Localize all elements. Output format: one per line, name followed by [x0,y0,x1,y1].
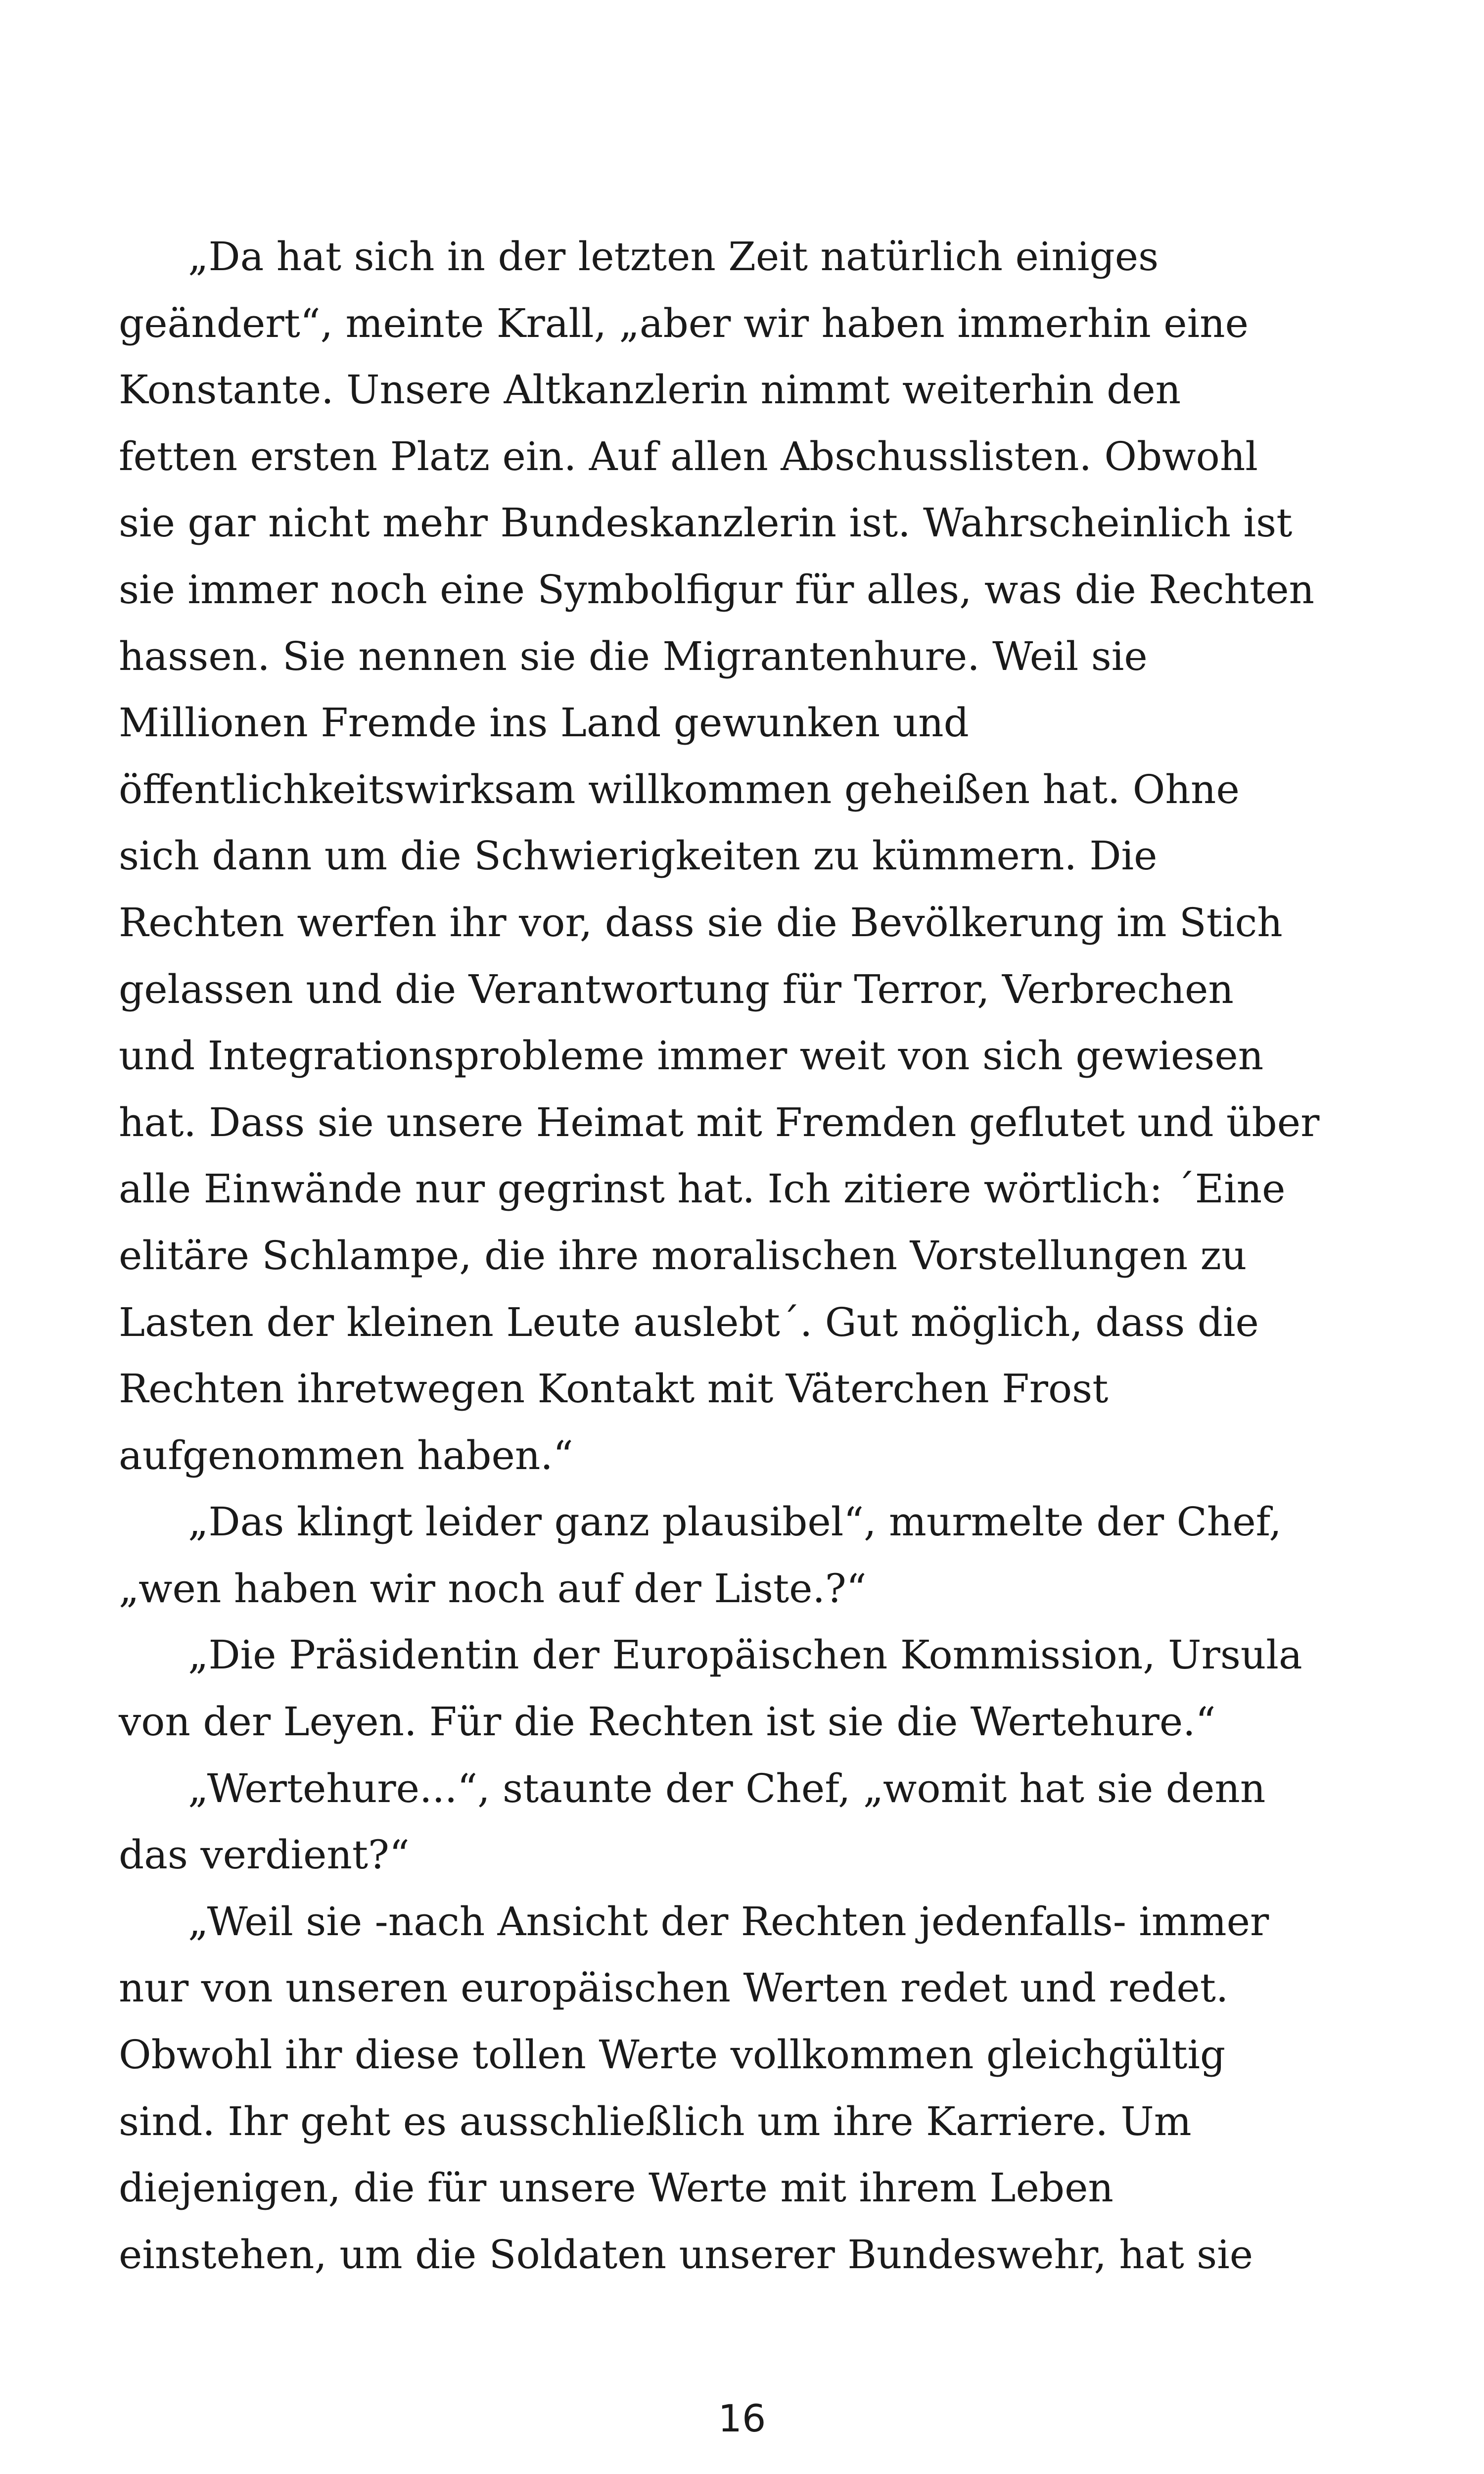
text-line: sind. Ihr geht es ausschließlich um ihre Karriere. Um [119,2098,1192,2144]
text-line: sie immer noch eine Symbolfigur für alles, was die Rechten [119,566,1315,613]
text-line: „Da hat sich in der letzten Zeit natürlich einiges [188,234,1159,280]
text-line: einstehen, um die Soldaten unserer Bundeswehr, hat sie [119,2231,1253,2278]
text-line: „Die Präsidentin der Europäischen Kommission, Ursula [188,1632,1302,1678]
page-number: 16 [718,2396,766,2440]
text-line: Lasten der kleinen Leute auslebt´. Gut möglich, dass die [119,1299,1259,1345]
text-line: „wen haben wir noch auf der Liste.?“ [119,1565,867,1612]
text-line: sich dann um die Schwierigkeiten zu kümmern. Die [119,833,1158,879]
text-line: Rechten werfen ihr vor, dass sie die Bevölkerung im Stich [119,899,1283,946]
text-line: alle Einwände nur gegrinst hat. Ich zitiere wörtlich: ´Eine [119,1166,1286,1212]
text-line: „Weil sie -nach Ansicht der Rechten jedenfalls- immer [188,1898,1269,1945]
text-line: Konstante. Unsere Altkanzlerin nimmt weiterhin den [119,367,1181,413]
text-line: gelassen und die Verantwortung für Terror, Verbrechen [119,966,1234,1012]
text-line: Obwohl ihr diese tollen Werte vollkommen gleichgültig [119,2032,1226,2078]
text-line: fetten ersten Platz ein. Auf allen Abschusslisten. Obwohl [119,433,1258,479]
text-line: und Integrationsprobleme immer weit von sich gewiesen [119,1033,1264,1079]
text-line: „Wertehure...“, staunte der Chef, „womit hat sie denn [188,1765,1266,1811]
text-line: Rechten ihretwegen Kontakt mit Väterchen Frost [119,1366,1109,1412]
text-line: Millionen Fremde ins Land gewunken und [119,700,969,746]
text-line: hat. Dass sie unsere Heimat mit Fremden geflutet und über [119,1099,1320,1145]
text-line: diejenigen, die für unsere Werte mit ihrem Leben [119,2165,1113,2211]
text-line: elitäre Schlampe, die ihre moralischen Vorstellungen zu [119,1232,1247,1279]
text-line: hassen. Sie nennen sie die Migrantenhure. Weil sie [119,633,1148,679]
text-line: aufgenommen haben.“ [119,1432,573,1478]
text-line: das verdient?“ [119,1832,410,1878]
text-line: „Das klingt leider ganz plausibel“, murmelte der Chef, [188,1499,1282,1545]
text-line: nur von unseren europäischen Werten redet und redet. [119,1965,1229,2011]
text-line: öffentlichkeitswirksam willkommen geheißen hat. Ohne [119,766,1240,812]
text-line: geändert“, meinte Krall, „aber wir haben immerhin eine [119,300,1249,346]
text-line: von der Leyen. Für die Rechten ist sie die Wertehure.“ [119,1699,1216,1745]
body-text [119,224,1395,2288]
text-line: sie gar nicht mehr Bundeskanzlerin ist. Wahrscheinlich ist [119,500,1293,546]
